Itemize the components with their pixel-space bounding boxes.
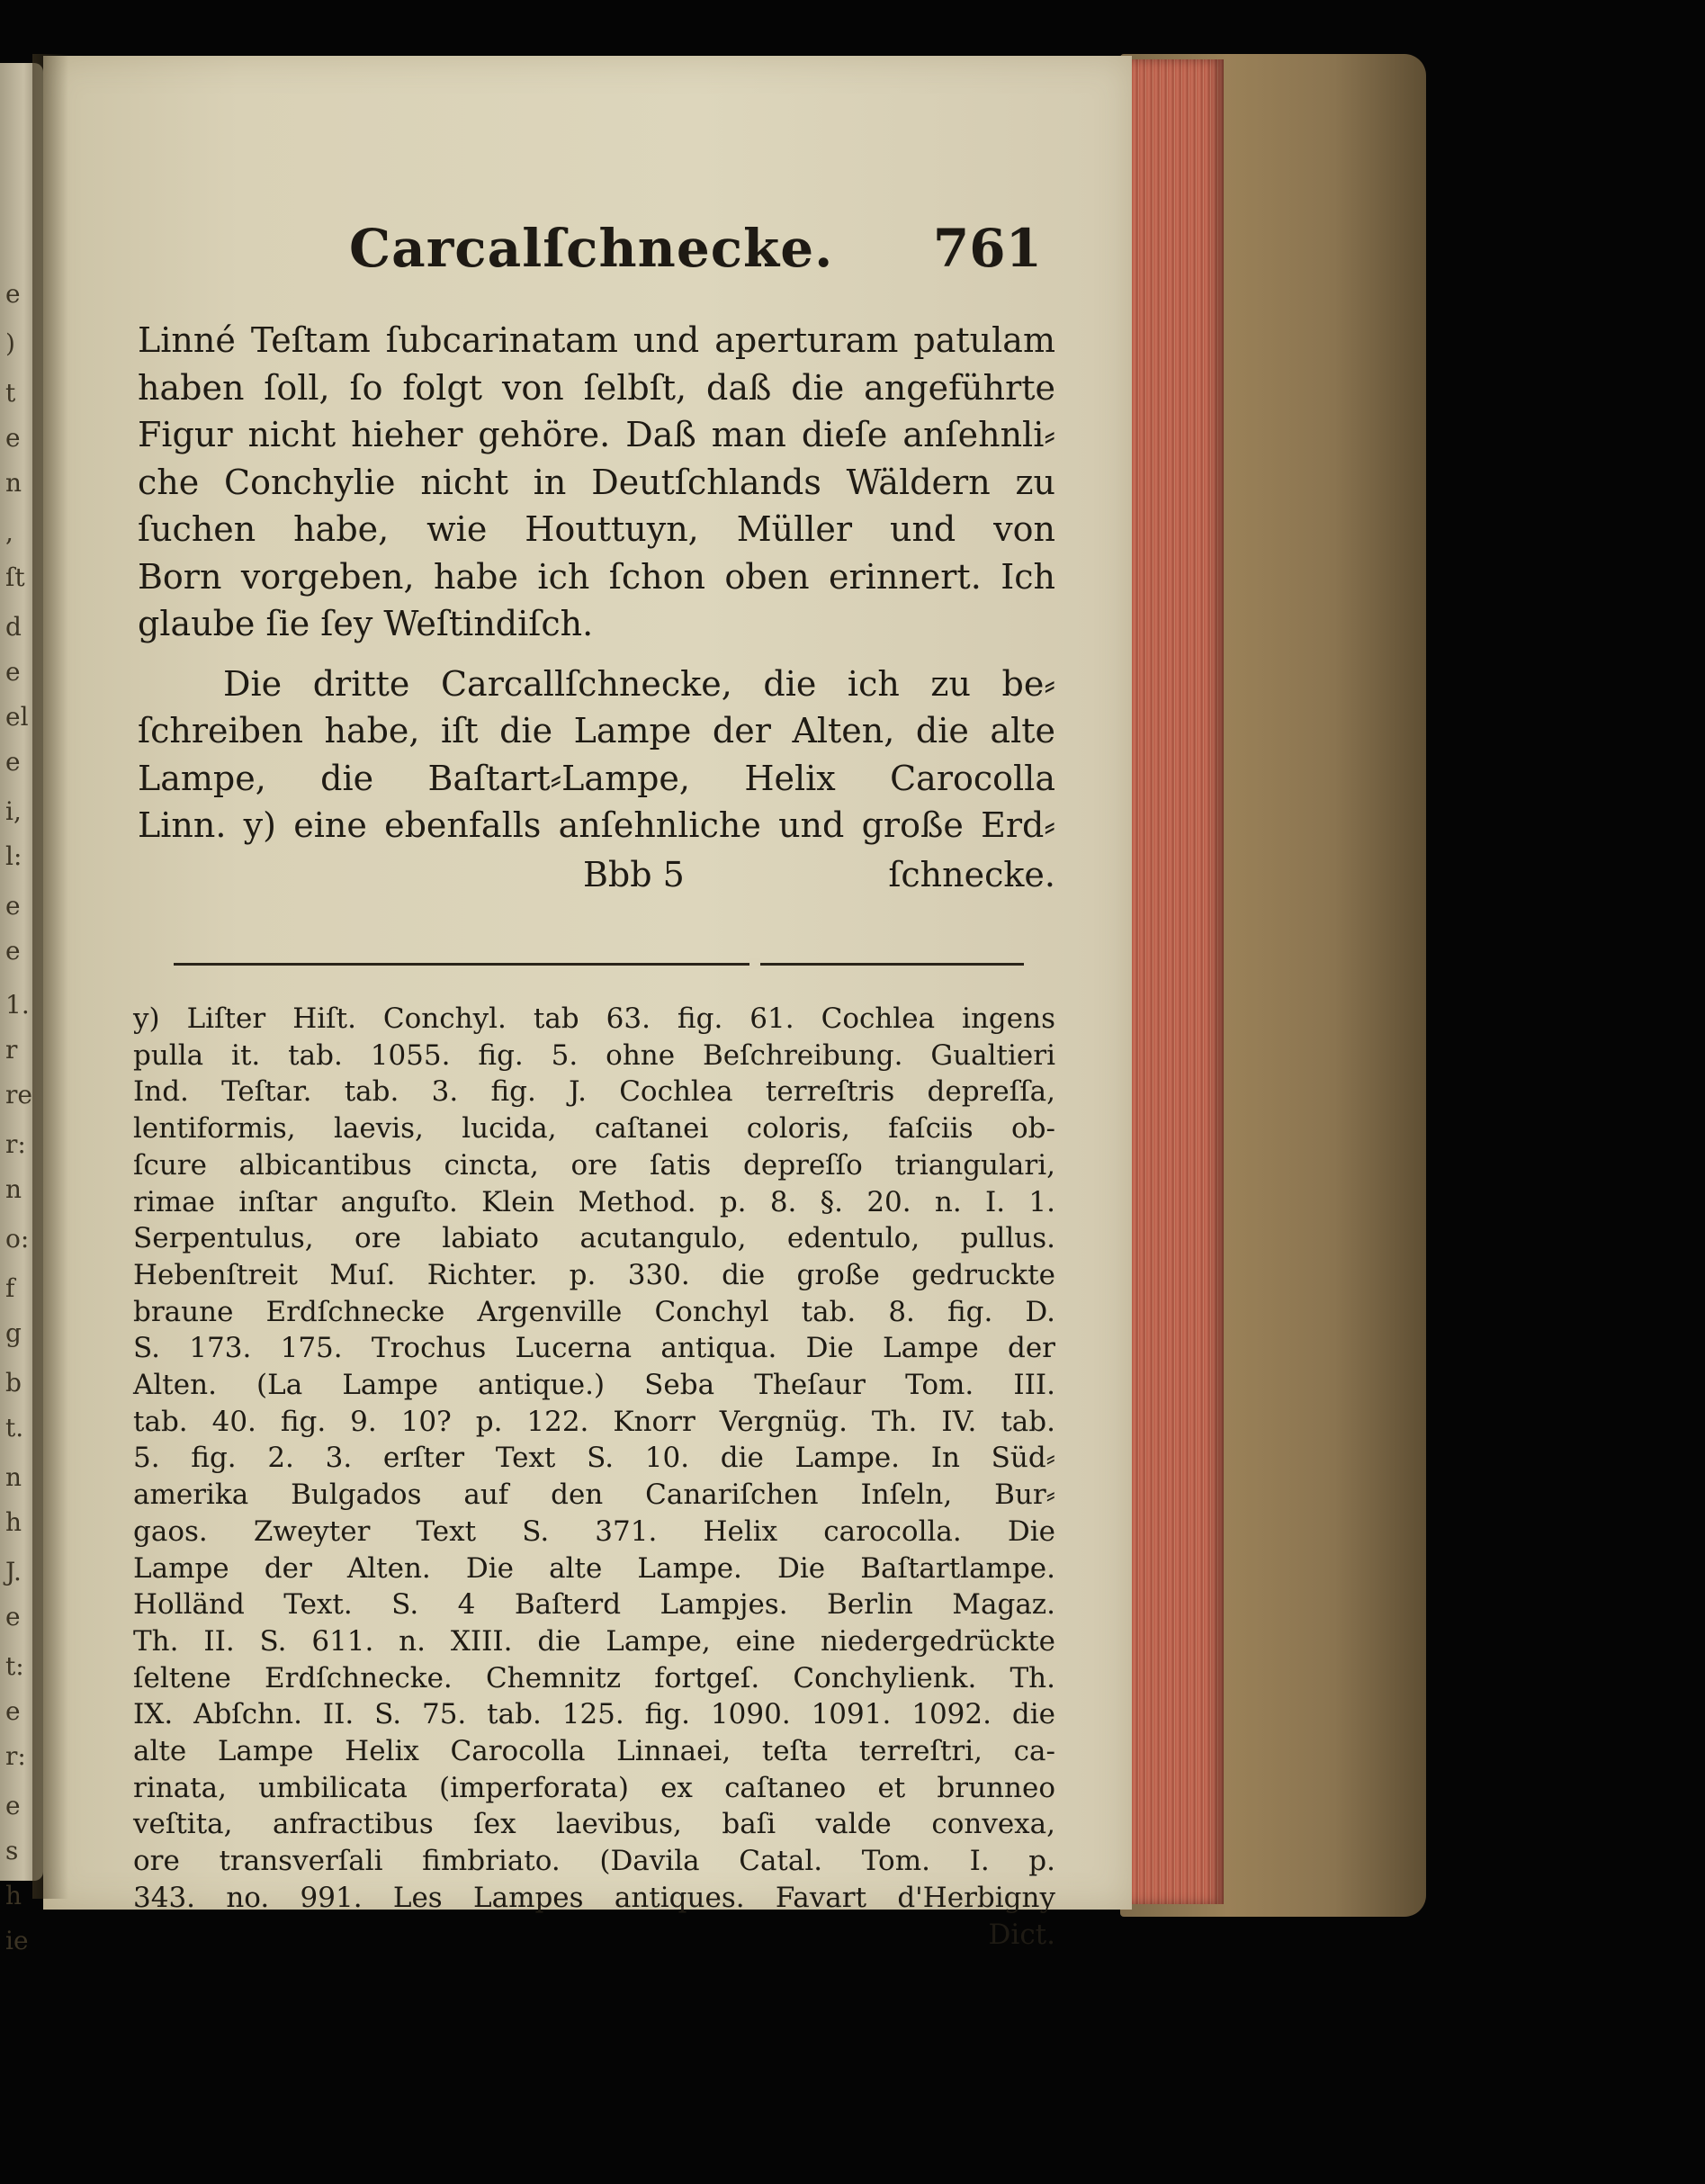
- prev-page-fragment: ſt: [5, 562, 25, 592]
- footnote-line: ſeltene Erdſchnecke. Chemnitz fortgeſ. Conchylienk. Th.: [133, 1661, 1055, 1694]
- footnote-line: tab. 40. fig. 9. 10? p. 122. Knorr Vergnüg. Th. IV. tab.: [133, 1405, 1055, 1438]
- prev-page-fragment: o:: [5, 1224, 30, 1254]
- prev-page-fragment: e: [5, 423, 21, 453]
- footnote-line: Lampe der Alten. Die alte Lampe. Die Baſtartlampe.: [133, 1551, 1055, 1585]
- prev-page-fragment: el: [5, 702, 29, 732]
- footnote-line: IX. Abſchn. II. S. 75. tab. 125. fig. 1090. 1091. 1092. die: [133, 1698, 1055, 1731]
- footnote-line: ore transverſali fimbriato. (Davila Catal. Tom. I. p.: [133, 1845, 1055, 1878]
- prev-page-fragment: r:: [5, 1129, 26, 1159]
- prev-page-fragment: e: [5, 279, 21, 309]
- footnote-line: alte Lampe Helix Carocolla Linnaei, teſta terreſtri, ca-: [133, 1735, 1055, 1768]
- footnote-line: Serpentulus, ore labiato acutangulo, edentulo, pullus.: [133, 1222, 1055, 1255]
- prev-page-fragment: J.: [5, 1557, 22, 1586]
- footnote-line: braune Erdſchnecke Argenville Conchyl tab. 8. fig. D.: [133, 1295, 1055, 1328]
- footnote-line: S. 173. 175. Trochus Lucerna antiqua. Die Lampe der: [133, 1332, 1055, 1365]
- footnote-line: rimae inſtar anguſto. Klein Method. p. 8. §. 20. n. I. 1.: [133, 1185, 1055, 1218]
- footnote-line: lentiformis, laevis, lucida, caſtanei coloris, faſciis ob-: [133, 1112, 1055, 1146]
- prev-page-fragment: re: [5, 1080, 32, 1110]
- footnote: [133, 1001, 1055, 1953]
- footnote-line: y) Liſter Hiſt. Conchyl. tab 63. fig. 61. Cochlea ingens: [133, 1002, 1055, 1035]
- main-text: [138, 317, 1055, 901]
- prev-page-fragment: e: [5, 891, 21, 921]
- prev-page-fragment: i,: [5, 796, 22, 826]
- gutter-shadow: [32, 54, 68, 1899]
- prev-page-fragment: ie: [5, 1926, 29, 1955]
- footnote-line: Holländ Text. S. 4 Baſterd Lampjes. Berlin Magaz.: [133, 1588, 1055, 1622]
- prev-page-fragment: h: [5, 1881, 22, 1910]
- paragraph-2: [138, 661, 1055, 849]
- footnote-line: Hebenſtreit Muſ. Richter. p. 330. die große gedruckte: [133, 1258, 1055, 1291]
- prev-page-fragment: n: [5, 1462, 22, 1492]
- paragraph-1: [138, 317, 1055, 648]
- running-title: Carcalſchnecke.: [349, 218, 834, 279]
- signature-mark: Bbb 5: [583, 854, 685, 894]
- text-line: Figur nicht hieher gehöre. Daß man dieſe anſehnli⸗: [138, 415, 1055, 454]
- prev-page-fragment: g: [5, 1318, 22, 1348]
- text-line: Born vorgeben, habe ich ſchon oben erinnert. Ich: [138, 556, 1055, 597]
- prev-page-fragment: t: [5, 378, 16, 408]
- prev-page-fragment: e: [5, 936, 21, 966]
- footnote-line: pulla it. tab. 1055. fig. 5. ohne Beſchreibung. Gualtieri: [133, 1038, 1055, 1072]
- prev-page-fragment: e: [5, 657, 21, 687]
- text-line: Linné Teſtam ſubcarinatam und aperturam patulam: [138, 320, 1055, 360]
- text-line: haben ſoll, ſo folgt von ſelbſt, daß die angeführte: [138, 367, 1055, 408]
- prev-page-fragment: f: [5, 1273, 15, 1303]
- prev-page-fragment: t.: [5, 1413, 24, 1443]
- signature-line: [138, 851, 1055, 901]
- catchword: ſchnecke.: [888, 854, 1055, 894]
- prev-page-fragment: ,: [5, 517, 13, 547]
- prev-page-fragment: ): [5, 328, 15, 358]
- prev-page-fragment: h: [5, 1507, 22, 1537]
- prev-page-fragment: l:: [5, 841, 22, 871]
- text-line: glaube ſie ſey Weſtindiſch.: [138, 604, 594, 643]
- prev-page-fragment: e: [5, 1791, 21, 1820]
- prev-page-fragment: n: [5, 1174, 22, 1204]
- text-line: Die dritte Carcallſchnecke, die ich zu be⸗: [223, 663, 1055, 704]
- prev-page-fragment: d: [5, 612, 22, 642]
- text-line: Linn. y) eine ebenfalls anſehnliche und große Erd⸗: [138, 805, 1055, 845]
- footnote-line: amerika Bulgados auf den Canariſchen Inſeln, Bur⸗: [133, 1478, 1055, 1512]
- footnote-rule-gap: [749, 958, 760, 969]
- footnote-last-word: Dict.: [988, 1918, 1055, 1951]
- footnote-line: Ind. Teſtar. tab. 3. fig. J. Cochlea terreſtris depreſſa,: [133, 1075, 1055, 1109]
- prev-page-fragment: e: [5, 1696, 21, 1726]
- prev-page-fragment: r: [5, 1035, 18, 1065]
- footnote-rule: [174, 963, 1024, 966]
- text-line: ſuchen habe, wie Houttuyn, Müller und von: [138, 509, 1055, 549]
- paragraph-gap: [138, 648, 1055, 661]
- page-number: 761: [932, 218, 1042, 279]
- prev-page-fragment: e: [5, 747, 21, 777]
- footnote-line: Th. II. S. 611. n. XIII. die Lampe, eine niedergedrückte: [133, 1624, 1055, 1658]
- footnote-line: 5. fig. 2. 3. erſter Text S. 10. die Lampe. In Süd⸗: [133, 1442, 1055, 1475]
- footnote-line: gaos. Zweyter Text S. 371. Helix carocolla. Die: [133, 1514, 1055, 1548]
- text-line: ſchreiben habe, iſt die Lampe der Alten, die alte: [138, 711, 1055, 750]
- prev-page-fragment: t:: [5, 1651, 24, 1681]
- prev-page-fragment: n: [5, 468, 22, 498]
- book-page: [43, 56, 1132, 1951]
- footnote-line: Alten. (La Lampe antique.) Seba Theſaur Tom. III.: [133, 1369, 1055, 1402]
- footnote-line: veſtita, anfractibus ſex laevibus, baſi valde convexa,: [133, 1808, 1055, 1841]
- prev-page-fragment: 1.: [5, 990, 30, 1020]
- text-line: che Conchylie nicht in Deutſchlands Wäldern zu: [138, 462, 1055, 502]
- footnote-line: rinata, umbilicata (imperforata) ex caſtaneo et brunneo: [133, 1771, 1055, 1804]
- text-line: Lampe, die Baſtart⸗Lampe, Helix Carocolla: [138, 758, 1055, 798]
- prev-page-fragment: e: [5, 1602, 21, 1631]
- footnote-line: ſcure albicantibus cincta, ore ſatis depreſſo triangulari,: [133, 1148, 1055, 1182]
- prev-page-fragment: s: [5, 1836, 19, 1865]
- prev-page-fragment: r:: [5, 1741, 26, 1771]
- page-header: [349, 218, 1042, 299]
- footnote-line: 343. no. 991. Les Lampes antiques. Favart d'Herbigny: [133, 1881, 1055, 1914]
- page-edges: [1125, 59, 1224, 1904]
- prev-page-fragment: b: [5, 1368, 22, 1398]
